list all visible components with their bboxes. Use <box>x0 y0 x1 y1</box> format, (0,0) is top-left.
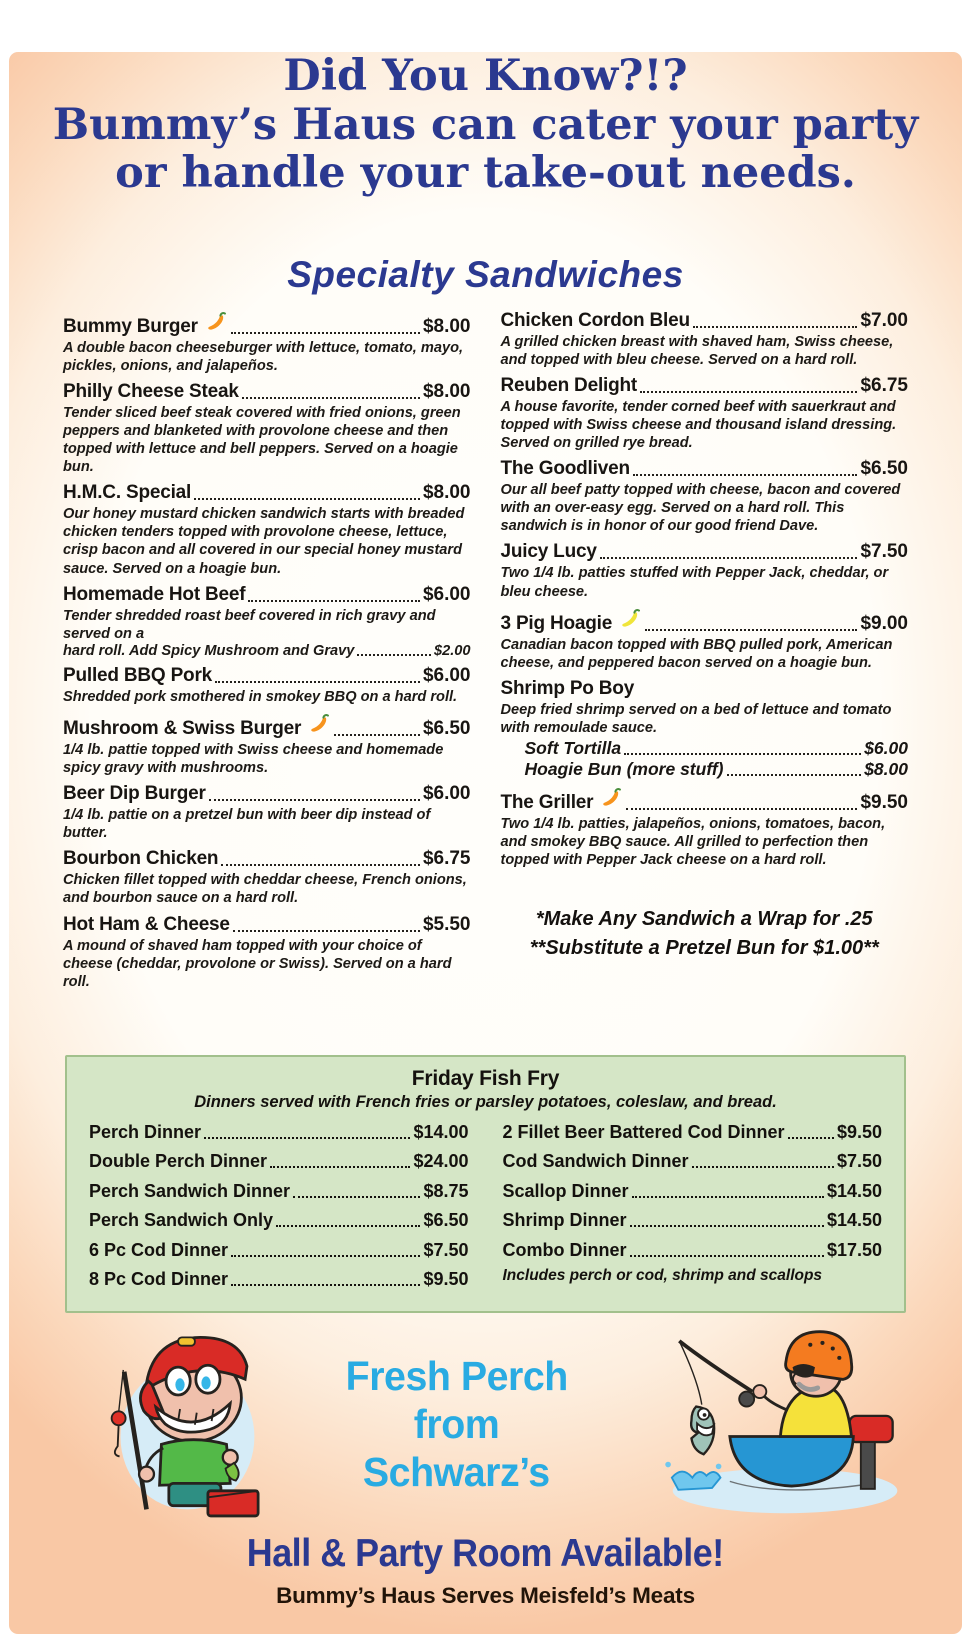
sub-item-name: Soft Tortilla <box>524 738 622 759</box>
dotted-leader <box>334 734 420 736</box>
man-fishing-illustration <box>640 1326 902 1522</box>
item-price: $6.00 <box>422 783 471 805</box>
item-price: $6.75 <box>860 374 908 396</box>
friday-fish-fry-panel <box>65 1055 906 1313</box>
fish-fry-item-name: 2 Fillet Beer Battered Cod Dinner <box>502 1121 785 1142</box>
dotted-leader <box>640 391 857 393</box>
menu-item-title-row <box>63 665 471 687</box>
menu-item-title-row <box>501 375 909 397</box>
menu-item <box>501 678 909 780</box>
fish-fry-item-name: Perch Dinner <box>89 1121 202 1142</box>
header-banner <box>9 52 962 198</box>
menu-item-title-row <box>63 848 471 870</box>
fish-fry-column-left <box>89 1122 469 1299</box>
dotted-leader <box>788 1137 834 1139</box>
menu-item-title-row <box>501 607 909 635</box>
menu-item <box>63 482 471 577</box>
item-price: $6.50 <box>422 717 471 739</box>
dotted-leader <box>231 1284 420 1286</box>
fish-fry-row <box>89 1269 469 1290</box>
menu-item-title-row <box>501 458 909 480</box>
fish-fry-item-name: 6 Pc Cod Dinner <box>89 1239 229 1260</box>
menu-item-title-row <box>63 783 471 805</box>
meisfeld-meats-text: Bummy’s Haus Serves Meisfeld’s Meats <box>276 1582 695 1608</box>
header-line3: or handle your take-out needs. <box>115 148 856 199</box>
fish-fry-item-price: $6.50 <box>423 1210 469 1231</box>
menu-item <box>63 848 471 907</box>
fresh-perch-text <box>341 1352 573 1497</box>
dotted-leader <box>233 930 420 932</box>
sandwich-column-left <box>63 310 471 997</box>
item-price: $7.00 <box>860 309 908 331</box>
fish-fry-item-name: Perch Sandwich Dinner <box>89 1180 291 1201</box>
menu-item-title-row <box>501 310 909 332</box>
fresh-perch-line1: Fresh Perch <box>345 1352 568 1399</box>
item-price: $8.00 <box>422 482 471 504</box>
item-name: Juicy Lucy <box>500 541 597 563</box>
fish-fry-row <box>89 1151 469 1172</box>
menu-item <box>63 712 471 777</box>
item-description: A grilled chicken breast with shaved ham, Swiss cheese, and topped with bleu cheese. Served on a hard roll. <box>500 333 894 368</box>
dotted-leader <box>692 1166 834 1168</box>
chili-pepper-icon <box>307 712 331 734</box>
item-name: Beer Dip Burger <box>63 783 206 805</box>
footer-illustrations <box>9 1313 962 1526</box>
boy-fishing-illustration <box>87 1323 273 1526</box>
header-line1: Did You Know?!? <box>283 51 688 101</box>
fish-fry-item-price: $7.50 <box>423 1239 469 1260</box>
sandwich-column-right <box>501 310 909 997</box>
item-description: Deep fried shrimp served on a bed of lettuce and tomato with remoulade sauce. <box>500 701 892 736</box>
fish-fry-item-price: $14.50 <box>826 1210 882 1231</box>
chili-pepper-icon <box>618 607 642 629</box>
fish-fry-item-price: $7.50 <box>836 1151 882 1172</box>
item-description: A double bacon cheeseburger with lettuce, tomato, mayo, pickles, onions, and jalapeños. <box>63 339 464 374</box>
menu-item <box>501 458 909 535</box>
wrap-note-line2: **Substitute a Pretzel Bun for $1.00** <box>529 937 879 960</box>
wrap-substitute-note <box>501 905 909 963</box>
item-price: $5.50 <box>422 913 471 935</box>
fish-fry-item-name: 8 Pc Cod Dinner <box>89 1269 229 1290</box>
item-name: Shrimp Po Boy <box>500 677 635 699</box>
menu-item <box>63 783 471 842</box>
dotted-leader <box>630 1255 824 1257</box>
dotted-leader <box>276 1225 420 1227</box>
fish-fry-title: Friday Fish Fry <box>411 1066 560 1090</box>
fish-fry-item-name: Cod Sandwich Dinner <box>502 1151 689 1172</box>
menu-item <box>501 310 909 369</box>
item-price: $8.00 <box>422 380 471 402</box>
fish-fry-item-name: Shrimp Dinner <box>502 1210 627 1231</box>
dotted-leader <box>632 1196 824 1198</box>
sub-item-row <box>525 759 909 780</box>
item-price: $6.00 <box>422 664 471 686</box>
item-name: Homemade Hot Beef <box>63 583 246 605</box>
fish-fry-item-price: $17.50 <box>826 1239 882 1260</box>
sub-items <box>525 738 909 780</box>
fish-fry-row <box>503 1122 883 1143</box>
specialty-sandwiches-title: Specialty Sandwiches <box>287 253 684 295</box>
fish-fry-item-price: $24.00 <box>413 1151 469 1172</box>
item-price: $6.75 <box>422 848 471 870</box>
menu-item <box>63 381 471 476</box>
menu-item-title-row <box>63 712 471 740</box>
dotted-leader <box>231 332 420 334</box>
item-description: Two 1/4 lb. patties stuffed with Pepper Jack, cheddar, or bleu cheese. <box>500 565 889 600</box>
dotted-leader <box>215 681 420 683</box>
dotted-leader <box>231 1255 420 1257</box>
fish-fry-row <box>503 1151 883 1172</box>
item-name: H.M.C. Special <box>63 482 192 504</box>
item-description: Two 1/4 lb. patties, jalapeños, onions, tomatoes, bacon, and smokey BBQ sauce. All grilled to perfection then topped with Pepper Jack cheese on a hard roll. <box>500 816 886 869</box>
fish-fry-subtitle: Dinners served with French fries or parsley potatoes, coleslaw, and bread. <box>194 1092 777 1111</box>
fish-fry-row <box>503 1240 883 1261</box>
hall-banner <box>9 1532 962 1576</box>
fish-fry-row <box>89 1181 469 1202</box>
sub-item-row <box>525 738 909 759</box>
fish-fry-row <box>89 1240 469 1261</box>
menu-item <box>501 375 909 452</box>
menu-item-title-row <box>501 678 909 700</box>
sub-item-price: $8.00 <box>864 759 908 780</box>
fish-fry-item-price: $14.50 <box>826 1180 882 1201</box>
item-description: A house favorite, tender corned beef with sauerkraut and topped with Swiss cheese and thousand island dressing. Served on grilled rye bread. <box>500 398 897 452</box>
chili-pepper-icon <box>599 786 623 808</box>
item-price: $8.00 <box>422 315 471 337</box>
dotted-leader <box>693 326 858 328</box>
dotted-leader <box>209 799 420 801</box>
item-price: $7.50 <box>860 541 908 563</box>
fish-fry-row <box>503 1210 883 1231</box>
menu-page <box>9 52 962 1634</box>
sandwich-column-right-items <box>501 310 909 870</box>
menu-item <box>63 584 471 659</box>
addon-price: $2.00 <box>433 642 471 659</box>
item-name: Hot Ham & Cheese <box>63 913 230 935</box>
item-name: Bummy Burger <box>63 315 198 337</box>
item-name: Philly Cheese Steak <box>63 380 239 402</box>
sub-item-name: Hoagie Bun (more stuff) <box>524 759 724 780</box>
item-name: Pulled BBQ Pork <box>63 664 213 686</box>
item-description: Tender sliced beef steak covered with fried onions, green peppers and blanketed with provolone cheese and then topped with lettuce and bell peppers. Served on a hoagie bun. <box>63 404 461 476</box>
dotted-leader <box>221 864 420 866</box>
dotted-leader <box>204 1137 410 1139</box>
addon-text: hard roll. Add Spicy Mushroom and Gravy <box>63 642 355 659</box>
fresh-perch-line2: from <box>413 1401 500 1448</box>
dotted-leader <box>633 474 858 476</box>
item-name: Bourbon Chicken <box>63 848 219 870</box>
menu-item-title-row <box>63 310 471 338</box>
sandwich-columns <box>9 310 962 997</box>
menu-item <box>501 607 909 672</box>
combo-dinner-note: Includes perch or cod, shrimp and scallops <box>502 1267 823 1285</box>
fish-fry-column-right-items <box>503 1122 883 1261</box>
menu-item-title-row <box>63 914 471 936</box>
item-price: $9.00 <box>860 612 908 634</box>
item-description: A mound of shaved ham topped with your choice of cheese (cheddar, provolone or Swiss). Served on a hard roll. <box>63 937 452 990</box>
fish-fry-column-right <box>503 1122 883 1299</box>
item-price: $9.50 <box>860 792 908 814</box>
item-name: 3 Pig Hoagie <box>500 612 613 634</box>
item-name: The Griller <box>500 792 594 814</box>
item-addon-row <box>63 643 471 659</box>
sub-item-price: $6.00 <box>864 738 908 759</box>
dotted-leader <box>293 1196 420 1198</box>
fish-fry-item-name: Scallop Dinner <box>502 1180 629 1201</box>
dotted-leader <box>194 498 420 500</box>
item-description: Our all beef patty topped with cheese, bacon and covered with an over-easy egg. Served on a hard roll. This sandwich is in honor of our good friend Dave. <box>500 482 901 535</box>
item-price: $6.50 <box>860 458 908 480</box>
menu-item <box>501 786 909 869</box>
menu-item-title-row <box>63 584 471 606</box>
menu-item <box>501 541 909 600</box>
item-name: The Goodliven <box>500 458 630 480</box>
menu-item-title-row <box>501 541 909 563</box>
fish-fry-item-price: $14.00 <box>413 1121 469 1142</box>
menu-item <box>63 310 471 375</box>
fish-fry-item-price: $9.50 <box>423 1269 469 1290</box>
item-description: Chicken fillet topped with cheddar cheese, French onions, and bourbon sauce on a hard roll. <box>63 872 467 907</box>
fish-fry-item-name: Double Perch Dinner <box>89 1151 268 1172</box>
menu-item-title-row <box>63 381 471 403</box>
wrap-note-line1: *Make Any Sandwich a Wrap for .25 <box>535 908 873 931</box>
dotted-leader <box>248 600 420 602</box>
hall-party-room-text: Hall & Party Room Available! <box>247 1531 724 1575</box>
menu-item <box>63 665 471 706</box>
item-description: Our honey mustard chicken sandwich starts with breaded chicken tenders topped with provolone cheese, lettuce, crisp bacon and all covered in our special honey mustard sauce. Served on a hoagie bun. <box>63 506 465 577</box>
item-description: 1/4 lb. pattie topped with Swiss cheese and homemade spicy gravy with mushrooms. <box>63 741 444 777</box>
header-line2: Bummy’s Haus can cater your party <box>52 99 919 150</box>
item-description: 1/4 lb. pattie on a pretzel bun with beer dip instead of butter. <box>63 807 431 842</box>
fish-fry-row <box>89 1210 469 1231</box>
item-price: $6.00 <box>422 583 471 605</box>
dotted-leader <box>600 557 858 559</box>
dotted-leader <box>357 654 431 656</box>
menu-item <box>63 914 471 991</box>
fish-fry-item-price: $9.50 <box>836 1121 882 1142</box>
item-name: Reuben Delight <box>500 374 638 396</box>
item-name: Mushroom & Swiss Burger <box>63 717 302 739</box>
dotted-leader <box>624 753 861 755</box>
chili-pepper-icon <box>204 310 228 332</box>
fish-fry-columns <box>89 1122 882 1299</box>
dotted-leader <box>626 808 857 810</box>
item-description: Tender shredded roast beef covered in rich gravy and served on a <box>63 607 436 642</box>
dotted-leader <box>270 1166 410 1168</box>
menu-item-title-row <box>501 786 909 814</box>
dotted-leader <box>727 774 862 776</box>
fish-fry-item-name: Perch Sandwich Only <box>89 1210 274 1231</box>
fish-fry-item-price: $8.75 <box>423 1180 469 1201</box>
item-description: Shredded pork smothered in smokey BBQ on a hard roll. <box>63 688 458 705</box>
item-name: Chicken Cordon Bleu <box>500 309 690 331</box>
fish-fry-row <box>89 1122 469 1143</box>
dotted-leader <box>242 397 420 399</box>
fish-fry-row <box>503 1181 883 1202</box>
fish-fry-item-name: Combo Dinner <box>502 1239 627 1260</box>
dotted-leader <box>630 1225 824 1227</box>
dotted-leader <box>645 629 857 631</box>
menu-item-title-row <box>63 482 471 504</box>
item-description: Canadian bacon topped with BBQ pulled pork, American cheese, and peppered bacon served on a hoagie bun. <box>500 636 893 671</box>
fresh-perch-line3: Schwarz’s <box>363 1449 550 1496</box>
